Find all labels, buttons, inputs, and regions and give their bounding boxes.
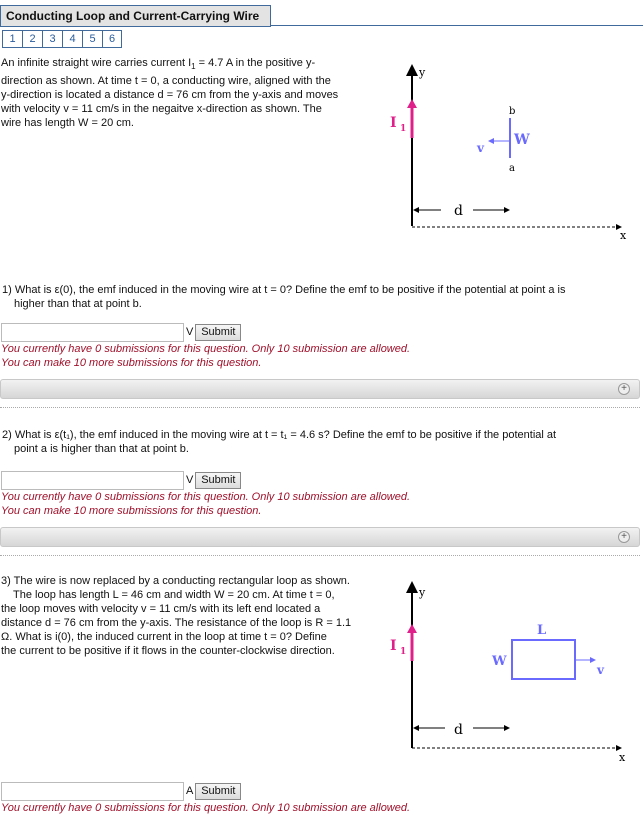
question-text: 3) The wire is now replaced by a conducting rectangular loop as shown.	[1, 575, 350, 587]
question-text: 2) What is ε(t₁), the emf induced in the moving wire at t = t₁ = 4.6 s? Define the emf to be positive if the potential at	[2, 429, 557, 441]
question-text: The loop has length L = 46 cm and width W = 20 cm. At time t = 0,	[13, 589, 335, 601]
current-arrowhead	[407, 99, 417, 108]
width-label: W	[514, 132, 530, 148]
answer-row-1	[1, 322, 643, 342]
tab-4[interactable]: 4	[62, 30, 82, 48]
intro-section	[0, 56, 643, 246]
expand-bar-1[interactable]	[0, 379, 640, 399]
plus-icon[interactable]: +	[618, 531, 630, 543]
question-text: the loop moves with velocity v = 11 cm/s with its left end located a	[1, 603, 321, 615]
current-subscript: 1	[400, 124, 407, 134]
unit-label: V	[186, 326, 194, 338]
tab-3[interactable]: 3	[42, 30, 62, 48]
tab-1[interactable]: 1	[2, 30, 22, 48]
tab-5[interactable]: 5	[82, 30, 102, 48]
x-label: x	[620, 229, 627, 242]
diagram-loop	[385, 578, 641, 773]
question-text: distance d = 76 cm from the y-axis. The resistance of the loop is R = 1.1	[1, 617, 352, 629]
current-subscript: 1	[400, 647, 407, 657]
answer-input-2[interactable]	[1, 471, 184, 490]
current-label: I	[390, 115, 397, 131]
page-title: Conducting Loop and Current-Carrying Wire	[0, 5, 271, 27]
answer-input-3[interactable]	[1, 782, 184, 801]
question-text: point a is higher than that at point b.	[14, 443, 189, 455]
unit-label: V	[186, 474, 194, 486]
intro-line: An infinite straight wire carries current I	[1, 57, 192, 69]
question-2	[2, 428, 638, 456]
submission-status: You currently have 0 submissions for this question. Only 10 submission are allowed.	[1, 802, 411, 814]
diagram-moving-wire	[381, 56, 641, 246]
point-a-label: a	[509, 163, 515, 174]
submit-button-1[interactable]: Submit	[195, 324, 241, 341]
intro-line: = 4.7 A in the positive y-	[195, 57, 316, 69]
intro-line: direction as shown. At time t = 0, a conducting wire, aligned with the	[1, 75, 331, 88]
question-3	[1, 574, 385, 658]
point-b-label: b	[509, 106, 516, 117]
current-arrowhead	[407, 624, 417, 633]
y-label: y	[419, 586, 426, 599]
intro-text	[1, 56, 381, 130]
intro-line: y-direction is located a distance d = 76 cm from the y-axis and moves	[1, 89, 339, 102]
question-1	[2, 283, 638, 311]
submit-button-2[interactable]: Submit	[195, 472, 241, 489]
distance-label: d	[454, 203, 463, 219]
current-label: I	[390, 638, 397, 654]
tab-6[interactable]: 6	[102, 30, 122, 48]
divider	[0, 407, 640, 408]
velocity-label: v	[477, 141, 484, 155]
submission-status: You currently have 0 submissions for this question. Only 10 submission are allowed.	[1, 491, 411, 503]
answer-row-2	[1, 470, 643, 490]
divider	[0, 555, 640, 556]
tab-2[interactable]: 2	[22, 30, 42, 48]
question-text: 1) What is ε(0), the emf induced in the moving wire at t = 0? Define the emf to be positive if the potential at point a is	[2, 284, 566, 296]
question-text: Ω. What is i(0), the induced current in the loop at time t = 0? Define	[1, 631, 327, 643]
plus-icon[interactable]: +	[618, 383, 630, 395]
question-3-section	[0, 574, 643, 773]
x-label: x	[619, 751, 626, 764]
velocity-label: v	[597, 663, 604, 677]
unit-label: A	[186, 785, 194, 797]
header	[0, 5, 643, 32]
submission-status: You currently have 0 submissions for this question. Only 10 submission are allowed.	[1, 343, 411, 355]
conducting-loop	[512, 640, 575, 679]
intro-line: wire has length W = 20 cm.	[1, 117, 134, 130]
question-tabs	[2, 30, 643, 48]
width-label: W	[492, 654, 507, 669]
answer-input-1[interactable]	[1, 323, 184, 342]
subscript: 1	[191, 62, 196, 72]
answer-row-3	[1, 781, 643, 801]
question-text: higher than that at point b.	[14, 298, 142, 310]
submission-remaining: You can make 10 more submissions for this question.	[1, 357, 262, 369]
y-label: y	[419, 66, 426, 79]
submission-remaining: You can make 10 more submissions for this question.	[1, 505, 262, 517]
submit-button-3[interactable]: Submit	[195, 783, 241, 800]
intro-line: with velocity v = 11 cm/s in the negaitve x-direction as shown. The	[1, 103, 322, 116]
distance-label: d	[454, 722, 463, 738]
question-text: the current to be positive if it flows in the counter-clockwise direction.	[1, 645, 335, 657]
expand-bar-2[interactable]	[0, 527, 640, 547]
length-label: L	[537, 623, 547, 638]
